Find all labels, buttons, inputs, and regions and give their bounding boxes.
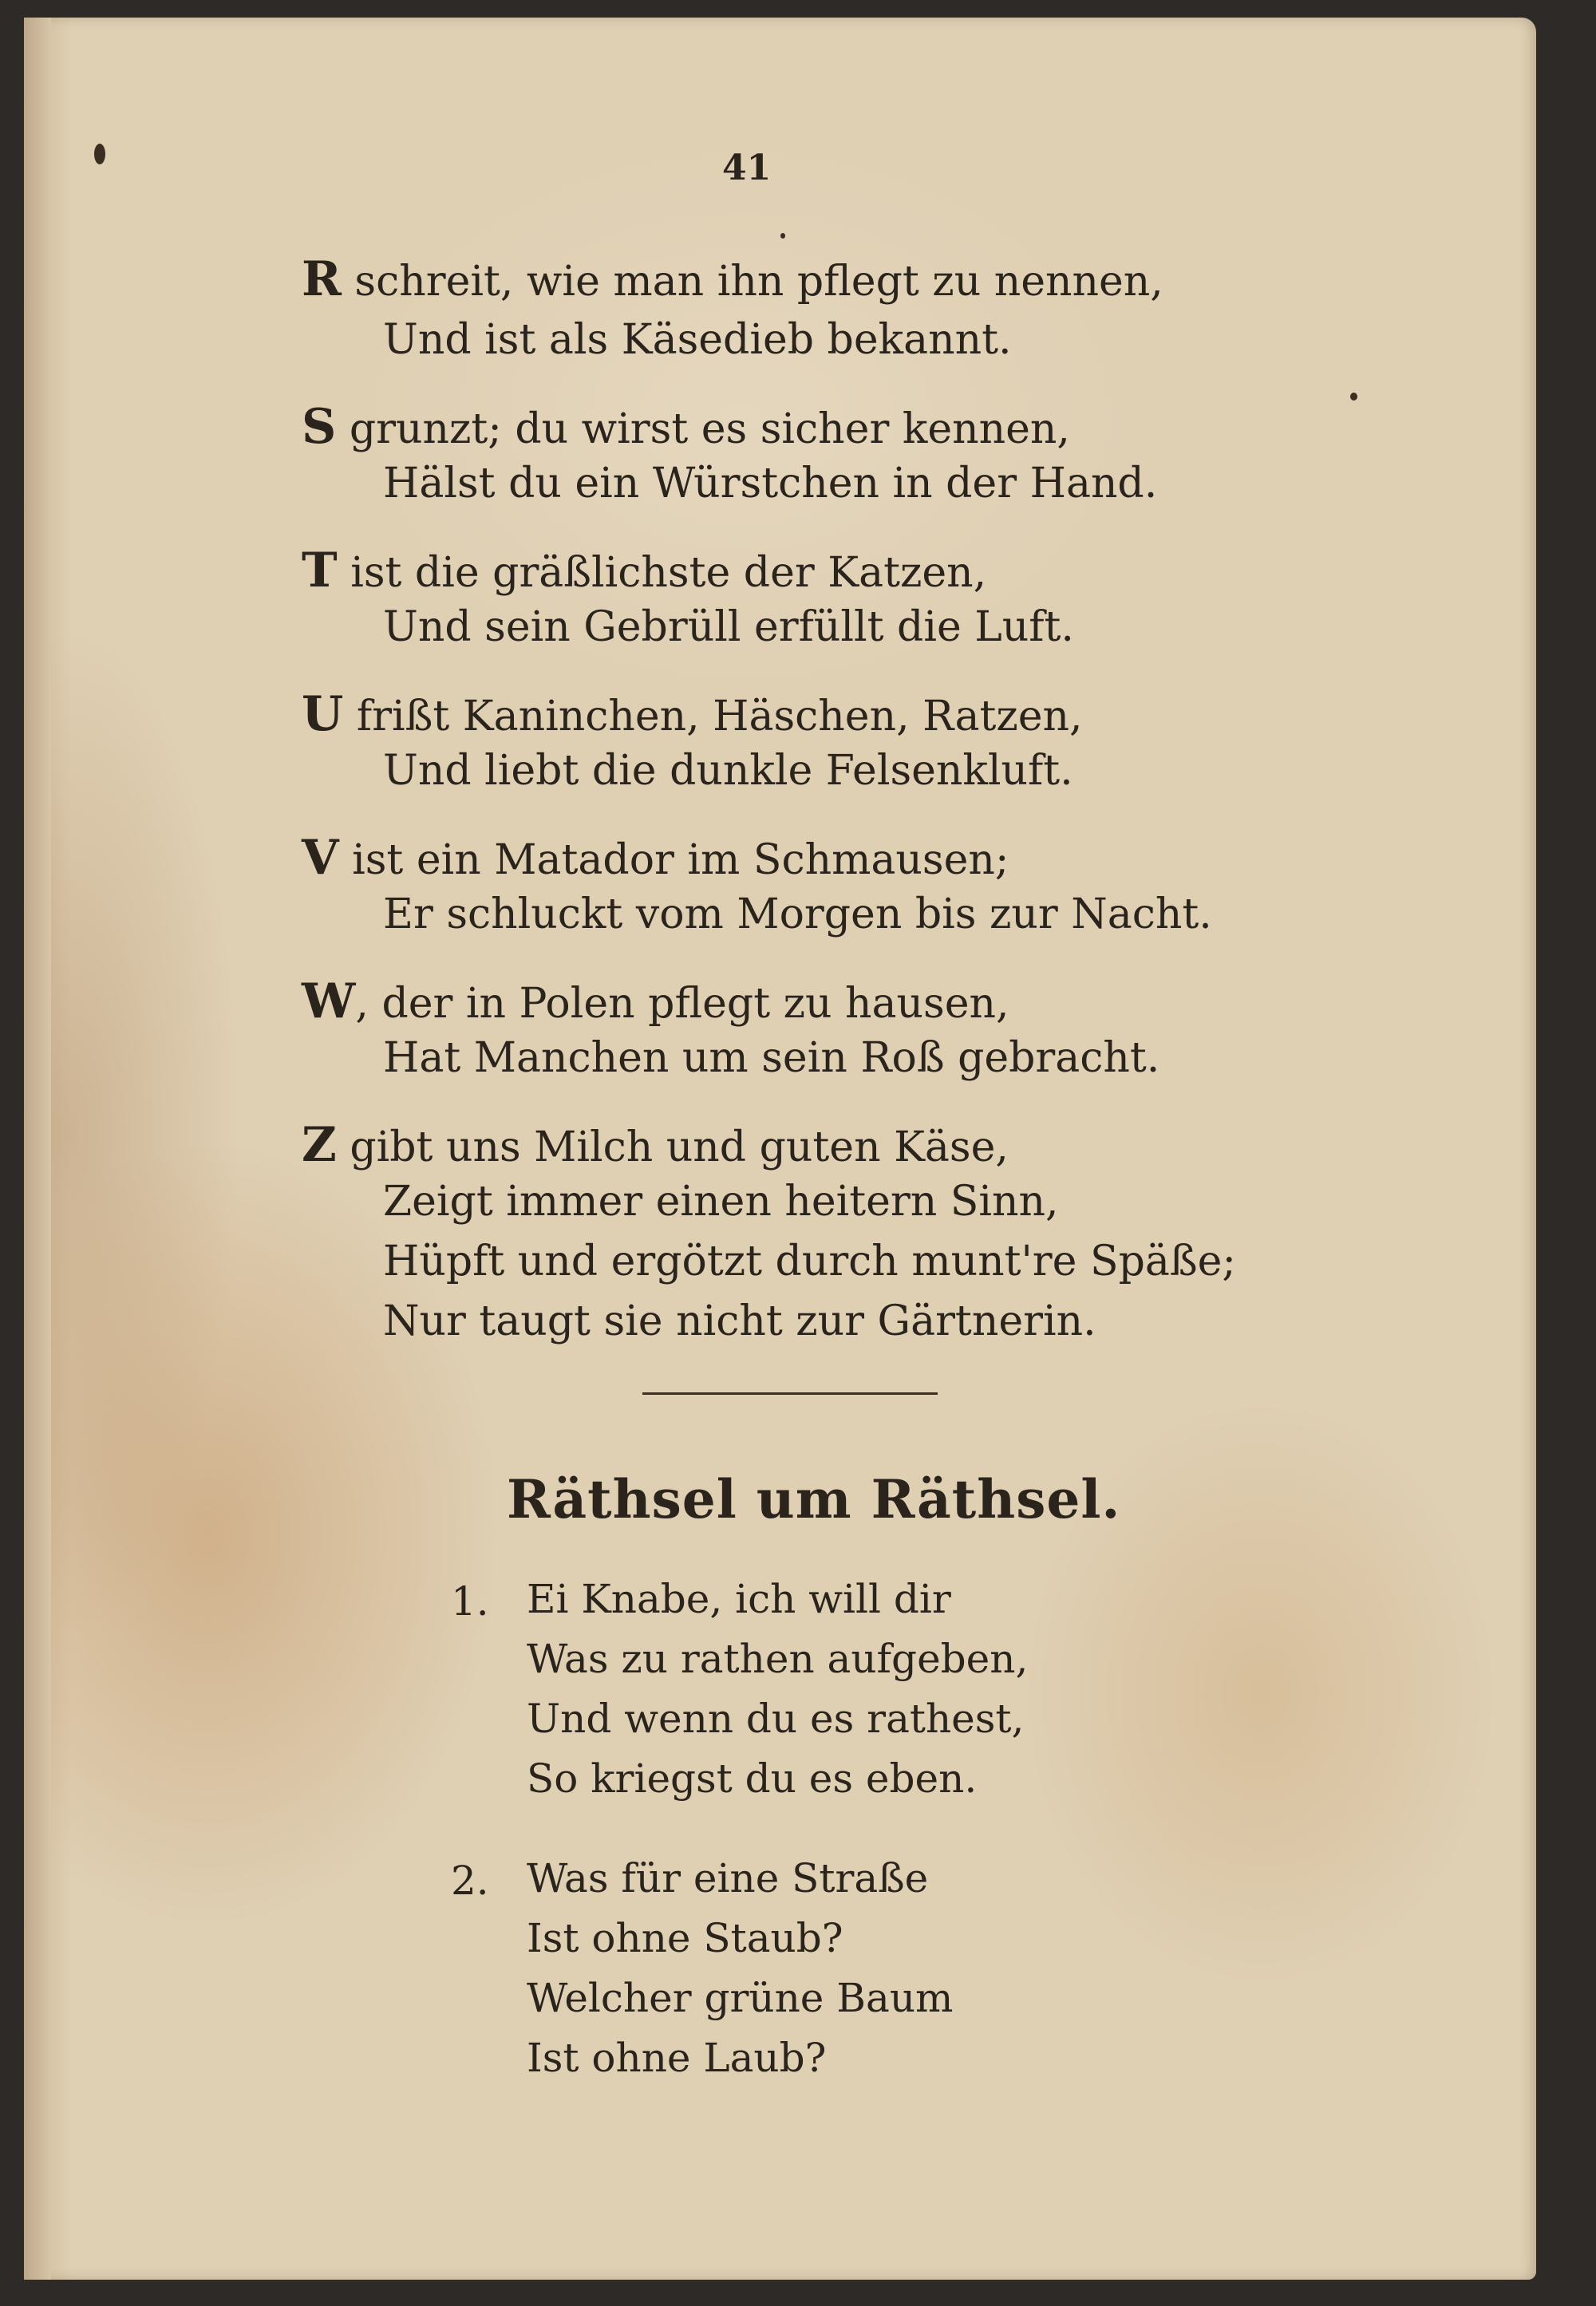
verse-text: , der in Polen pflegt zu hausen, xyxy=(355,980,1009,1028)
verse-initial: R xyxy=(302,251,342,307)
riddle-2-line-1: Was für eine Straße xyxy=(527,1855,929,1901)
verse-initial: T xyxy=(302,543,338,598)
verse-initial: S xyxy=(302,399,337,455)
riddle-1-line-3: Und wenn du es rathest, xyxy=(527,1696,1025,1742)
page-gutter xyxy=(24,18,51,2280)
verse-z-line-3: Hüpft und ergötzt durch munt're Späße; xyxy=(383,1238,1236,1285)
section-divider xyxy=(642,1392,938,1395)
page-number: 41 xyxy=(722,148,772,188)
riddle-2-line-3: Welcher grüne Baum xyxy=(527,1975,954,2021)
riddle-1-line-4: So kriegst du es eben. xyxy=(527,1755,978,1802)
riddle-number: 2. xyxy=(451,1858,489,1904)
verse-s-line-1 xyxy=(302,399,1070,455)
verse-initial: Z xyxy=(302,1117,337,1173)
verse-text: ist ein Matador im Schmausen; xyxy=(352,836,1009,884)
verse-t-line-1 xyxy=(302,543,987,598)
verse-w-line-1 xyxy=(302,973,1009,1029)
verse-initial: V xyxy=(302,830,339,886)
verse-u-line-1 xyxy=(302,686,1083,742)
verse-z-line-4: Nur taugt sie nicht zur Gärtnerin. xyxy=(383,1297,1096,1345)
verse-initial: U xyxy=(302,686,344,742)
verse-r-line-1 xyxy=(302,251,1163,307)
verse-text: grunzt; du wirst es sicher kennen, xyxy=(349,405,1070,453)
riddle-1-line-1: Ei Knabe, ich will dir xyxy=(527,1576,951,1622)
verse-v-line-1 xyxy=(302,830,1009,886)
verse-text: frißt Kaninchen, Häschen, Ratzen, xyxy=(356,693,1083,740)
verse-text: schreit, wie man ihn pflegt zu nennen, xyxy=(354,258,1163,306)
verse-s-line-2: Hälst du ein Würstchen in der Hand. xyxy=(383,460,1158,507)
riddle-number: 1. xyxy=(451,1578,489,1625)
verse-text: gibt uns Milch und guten Käse, xyxy=(350,1123,1009,1171)
verse-z-line-1 xyxy=(302,1117,1009,1173)
riddle-1-line-2: Was zu rathen aufgeben, xyxy=(527,1636,1029,1682)
riddle-2-line-2: Ist ohne Staub? xyxy=(527,1915,843,1961)
section-title: Räthsel um Räthsel. xyxy=(507,1468,1121,1530)
verse-initial: W xyxy=(302,973,356,1029)
riddle-2-line-4: Ist ohne Laub? xyxy=(527,2035,827,2081)
verse-u-line-2: Und liebt die dunkle Felsenkluft. xyxy=(383,747,1073,795)
ink-speck xyxy=(1350,393,1357,401)
verse-w-line-2: Hat Manchen um sein Roß gebracht. xyxy=(383,1034,1160,1082)
verse-z-line-2: Zeigt immer einen heitern Sinn, xyxy=(383,1178,1059,1226)
verse-r-line-2: Und ist als Käsedieb bekannt. xyxy=(383,316,1012,364)
verse-text: ist die gräßlichste der Katzen, xyxy=(350,549,987,597)
verse-v-line-2: Er schluckt vom Morgen bis zur Nacht. xyxy=(383,890,1212,938)
verse-t-line-2: Und sein Gebrüll erfüllt die Luft. xyxy=(383,603,1074,651)
ink-speck xyxy=(94,144,105,164)
ink-speck xyxy=(780,233,785,239)
